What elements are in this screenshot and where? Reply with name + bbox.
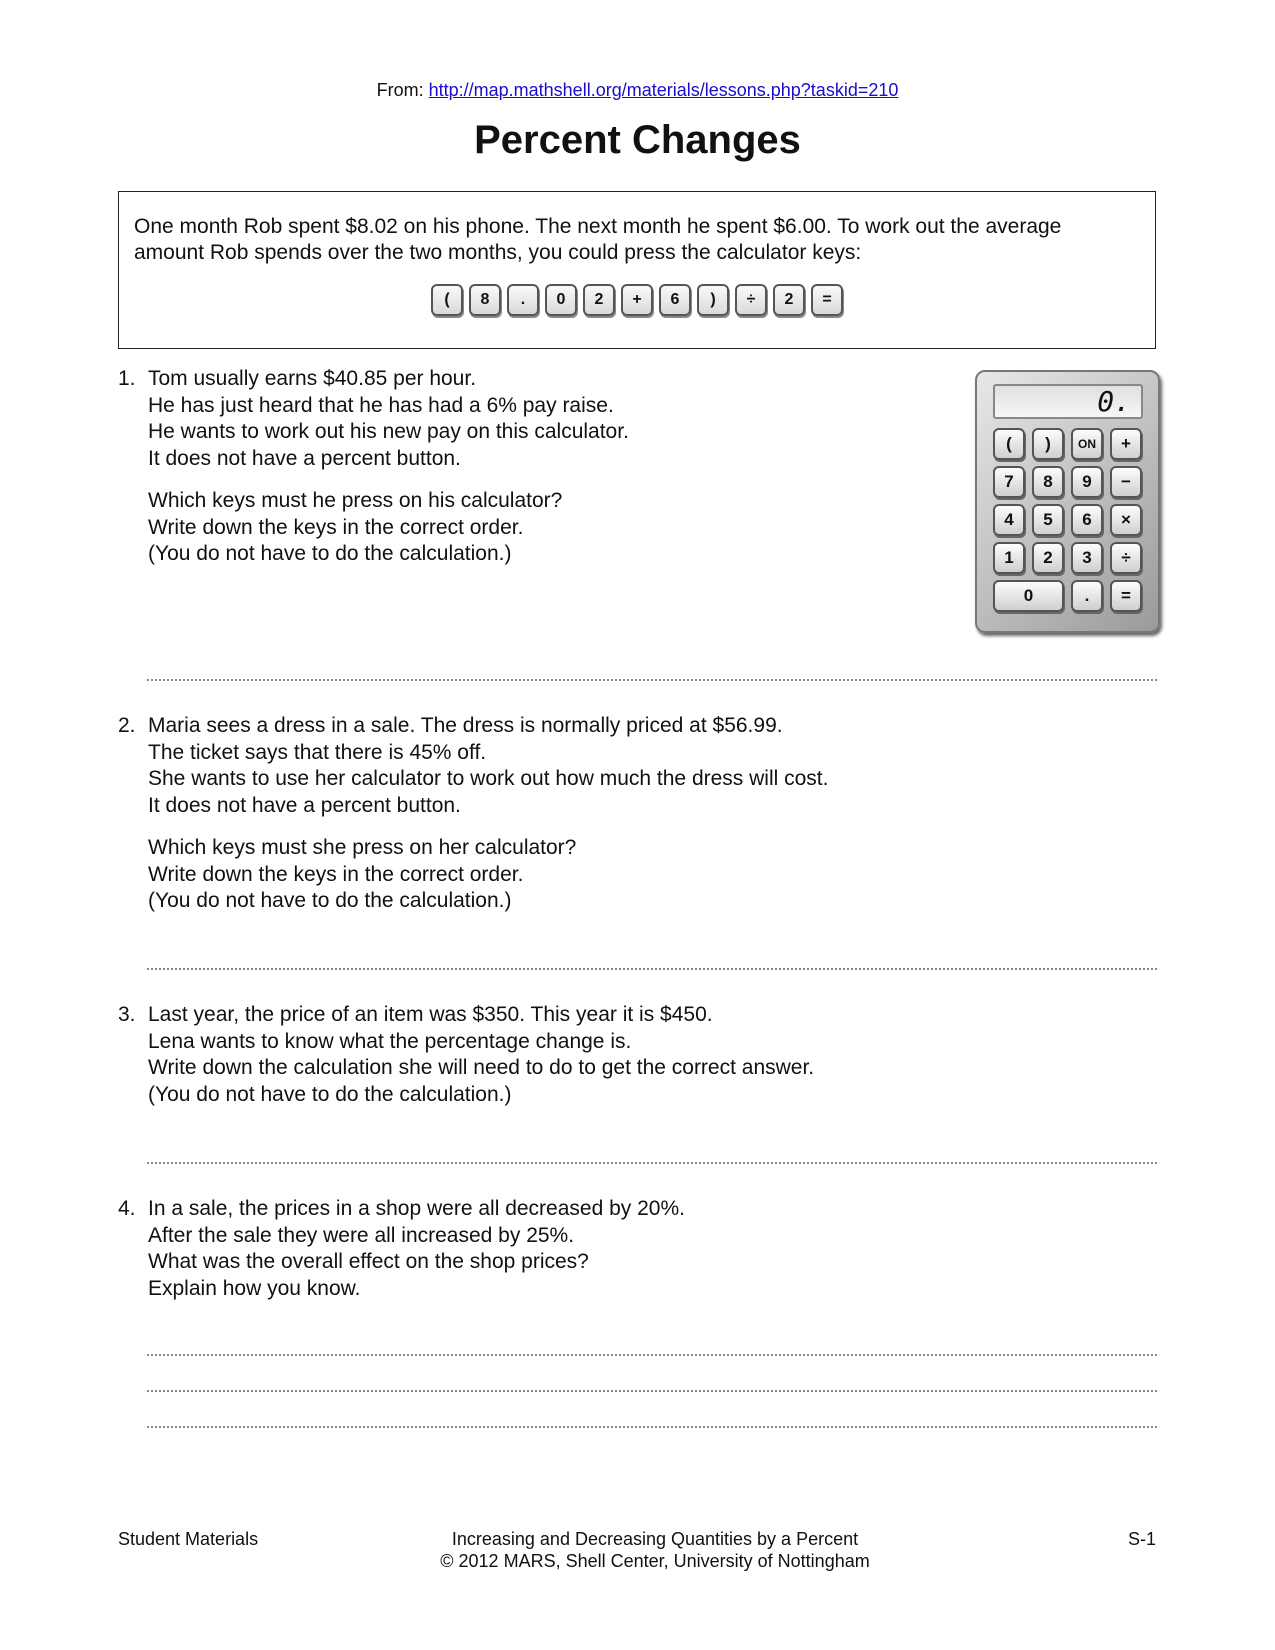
page-title: Percent Changes <box>474 118 801 162</box>
key-sequence-key: . <box>507 284 539 316</box>
question-line: It does not have a percent button. <box>148 446 461 470</box>
answer-line[interactable] <box>147 679 1157 681</box>
calculator-key: 3 <box>1071 542 1103 574</box>
question-line: (You do not have to do the calculation.) <box>148 1082 512 1106</box>
question-line: Write down the keys in the correct order. <box>148 862 524 886</box>
question-number: 2. <box>118 714 136 737</box>
key-sequence-key: 6 <box>659 284 691 316</box>
question-line: Tom usually earns $40.85 per hour. <box>148 367 477 390</box>
key-sequence-key: ( <box>431 284 463 316</box>
question-line: Write down the keys in the correct order. <box>148 515 524 539</box>
source-label: From: <box>376 80 429 100</box>
key-sequence-key: 2 <box>583 284 615 316</box>
question-line: He has just heard that he has had a 6% pay raise. <box>148 393 614 417</box>
question-number: 1. <box>118 367 136 390</box>
question-line: Write down the calculation she will need to do to get the correct answer. <box>148 1056 815 1079</box>
answer-line[interactable] <box>147 1354 1157 1356</box>
footer-left: Student Materials <box>118 1529 259 1549</box>
question-number: 4. <box>118 1197 136 1220</box>
source-line <box>0 80 1275 101</box>
calculator-illustration <box>975 370 1160 633</box>
key-sequence-key: 2 <box>773 284 805 316</box>
question-line: Which keys must she press on her calculator? <box>148 836 577 859</box>
question-number: 3. <box>118 1003 136 1026</box>
calculator-key: + <box>1110 428 1142 460</box>
key-sequence-key: 8 <box>469 284 501 316</box>
calculator-key: 2 <box>1032 542 1064 574</box>
question-line: Which keys must he press on his calculator? <box>148 489 563 512</box>
key-sequence-key: = <box>811 284 843 316</box>
key-sequence-key: 0 <box>545 284 577 316</box>
footer-right: S-1 <box>1128 1529 1157 1549</box>
question-line: (You do not have to do the calculation.) <box>148 889 512 912</box>
key-sequence-key: + <box>621 284 653 316</box>
calculator-keypad <box>993 428 1147 612</box>
calculator-key: 7 <box>993 466 1025 498</box>
calculator-key: × <box>1110 504 1142 536</box>
calculator-key: ) <box>1032 428 1064 460</box>
calculator-display: 0. <box>993 384 1143 419</box>
question-line: The ticket says that there is 45% off. <box>148 740 487 764</box>
calculator-key: 8 <box>1032 466 1064 498</box>
calculator-key: 9 <box>1071 466 1103 498</box>
question-line: (You do not have to do the calculation.) <box>148 542 512 565</box>
calculator-key: . <box>1071 580 1103 612</box>
source-link[interactable]: http://map.mathshell.org/materials/lessons.php?taskid=210 <box>428 80 899 100</box>
question-line: He wants to work out his new pay on this calculator. <box>148 420 629 443</box>
question-body <box>148 713 828 915</box>
calculator-key: ÷ <box>1110 542 1142 574</box>
key-sequence-key: ) <box>697 284 729 316</box>
calculator-key: 0 <box>993 580 1064 612</box>
question-line: After the sale they were all increased by 25%. <box>148 1223 575 1247</box>
answer-line[interactable] <box>147 1390 1157 1392</box>
calculator-key: ON <box>1071 428 1103 460</box>
key-sequence <box>119 284 1155 316</box>
question-line: Last year, the price of an item was $350. This year it is $450. <box>148 1003 713 1026</box>
question-line: It does not have a percent button. <box>148 793 461 817</box>
intro-box <box>118 191 1156 349</box>
footer-center-line: © 2012 MARS, Shell Center, University of Nottingham <box>440 1551 870 1571</box>
intro-text: One month Rob spent $8.02 on his phone. The next month he spent $6.00. To work out the average amount Rob spends over the two months, you could press the calculator keys: <box>134 215 1062 264</box>
question-body <box>148 1196 685 1302</box>
calculator-key: 6 <box>1071 504 1103 536</box>
question-body <box>148 1002 814 1108</box>
question-line: Explain how you know. <box>148 1276 361 1300</box>
footer-center <box>0 1528 1275 1572</box>
question-line: In a sale, the prices in a shop were all decreased by 20%. <box>148 1197 685 1220</box>
calculator-key: ( <box>993 428 1025 460</box>
answer-line[interactable] <box>147 1162 1157 1164</box>
calculator-key: − <box>1110 466 1142 498</box>
question-line: Lena wants to know what the percentage change is. <box>148 1029 632 1053</box>
key-sequence-key: ÷ <box>735 284 767 316</box>
calculator-key: = <box>1110 580 1142 612</box>
question-line: She wants to use her calculator to work out how much the dress will cost. <box>148 767 829 790</box>
calculator-key: 4 <box>993 504 1025 536</box>
question-line: What was the overall effect on the shop prices? <box>148 1250 589 1273</box>
answer-line[interactable] <box>147 1426 1157 1428</box>
question-body <box>148 366 629 568</box>
calculator-key: 5 <box>1032 504 1064 536</box>
question-line: Maria sees a dress in a sale. The dress is normally priced at $56.99. <box>148 714 783 737</box>
footer-center-line: Increasing and Decreasing Quantities by a Percent <box>451 1529 859 1549</box>
answer-line[interactable] <box>147 968 1157 970</box>
calculator-key: 1 <box>993 542 1025 574</box>
